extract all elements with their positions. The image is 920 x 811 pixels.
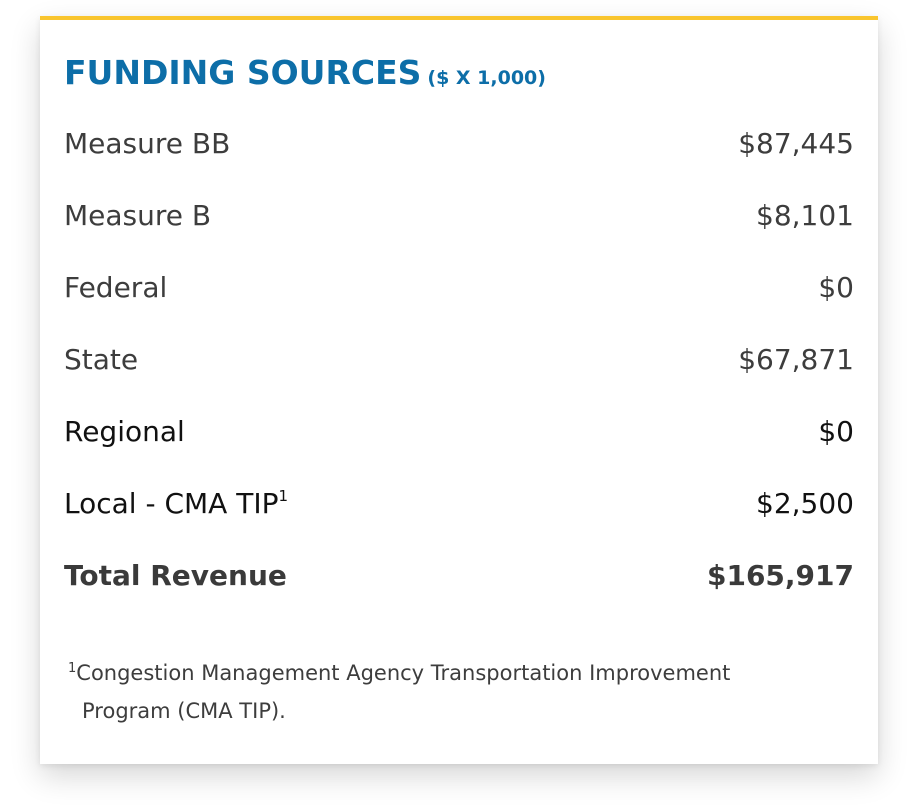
row-value: $8,101 — [756, 199, 854, 232]
table-row-total-revenue — [64, 559, 854, 631]
footnote — [68, 656, 828, 728]
row-value: $67,871 — [738, 343, 854, 376]
funding-sources-card — [40, 16, 878, 764]
title-unit: ($ X 1,000) — [427, 67, 546, 89]
row-value: $0 — [818, 415, 854, 448]
row-label: Measure BB — [64, 127, 231, 160]
table-row-federal — [64, 271, 854, 343]
row-label — [64, 487, 288, 520]
total-value: $165,917 — [706, 559, 854, 592]
row-label: Regional — [64, 415, 185, 448]
total-label: Total Revenue — [64, 559, 287, 592]
table-row-state — [64, 343, 854, 415]
table-row-local-cma-tip — [64, 487, 854, 559]
footnote-reference: 1 — [278, 487, 289, 505]
footnote-line-1: Congestion Management Agency Transportation Improvement — [76, 661, 731, 685]
footnote-marker: 1 — [68, 661, 77, 676]
row-label: Measure B — [64, 199, 212, 232]
footnote-line-2: Program (CMA TIP). — [82, 699, 286, 723]
row-value: $0 — [818, 271, 854, 304]
row-label-text: Local - CMA TIP — [64, 487, 279, 520]
table-row-regional — [64, 415, 854, 487]
table-row-measure-b — [64, 199, 854, 271]
funding-table — [64, 127, 854, 631]
row-value: $2,500 — [756, 487, 854, 520]
table-row-measure-bb — [64, 127, 854, 199]
card-title — [64, 53, 546, 92]
title-main: FUNDING SOURCES — [64, 53, 422, 92]
row-label: Federal — [64, 271, 168, 304]
row-label: State — [64, 343, 139, 376]
row-value: $87,445 — [738, 127, 854, 160]
